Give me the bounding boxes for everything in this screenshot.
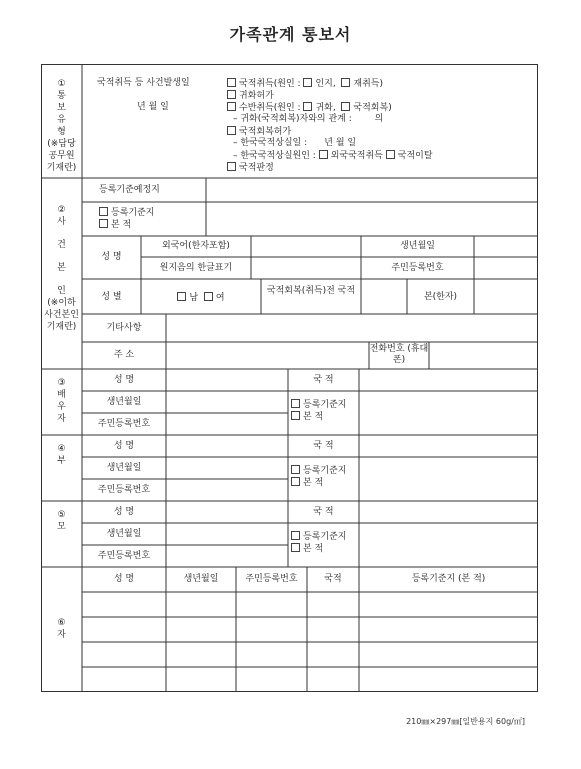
label-line: ②: [57, 205, 66, 215]
label-line: [41, 251, 82, 262]
sex-options[interactable]: 남 여: [141, 292, 261, 304]
sec6-label: [41, 617, 82, 641]
label-line: 자: [57, 630, 66, 640]
checkbox[interactable]: [177, 292, 186, 301]
checkbox[interactable]: [303, 78, 312, 87]
sec4-label: [41, 443, 82, 467]
child-col-name: 성 명: [113, 574, 135, 584]
reg-opt-2[interactable]: 본 적: [291, 477, 346, 489]
reg-planned-label: 등록기준예정지: [99, 185, 160, 195]
label-line: 형: [57, 127, 66, 137]
checkbox[interactable]: [291, 411, 300, 420]
sec4-birth-label: 생년월일: [106, 463, 142, 473]
sec3-name-label: 성 명: [113, 375, 135, 385]
label-line: ③: [57, 378, 66, 388]
checkbox[interactable]: [291, 531, 300, 540]
label-line: 건: [57, 240, 66, 250]
birth-label: 생년월일: [400, 241, 435, 251]
paper-spec: 210㎜×297㎜[일반용지 60g/㎡]: [406, 717, 525, 726]
address-label: 주 소: [113, 350, 135, 360]
checkbox[interactable]: [291, 543, 300, 552]
loss-cause-line: – 한국국적상실원인 : 외국국적취득 국적이탈: [233, 151, 433, 161]
checkbox[interactable]: [291, 399, 300, 408]
loss-date-line: – 한국국적상실일 : 년 월 일: [233, 138, 357, 148]
child-col-registration: 등록기준지 (본 적): [411, 574, 486, 584]
pre-nationality-label: 국적회복(취득)전 국적: [266, 286, 356, 296]
sec3-rrn-label: 주민등록번호: [97, 419, 151, 429]
label-line: 모: [57, 522, 66, 532]
child-col-birth: 생년월일: [183, 574, 219, 584]
reg-opt-2[interactable]: 본 적: [291, 543, 346, 555]
sec4-rrn-label: 주민등록번호: [97, 485, 151, 495]
label-line: ①: [57, 79, 66, 89]
form-title: 가족관계 통보서: [229, 25, 352, 44]
checkbox[interactable]: [341, 78, 350, 87]
sec3-reg-options[interactable]: [291, 399, 346, 423]
sec5-rrn-label: 주민등록번호: [97, 551, 151, 561]
label-line: 인: [57, 286, 66, 296]
label-line: 기재란): [46, 163, 77, 173]
event-date-label: 국적취득 등 사건발생일: [97, 78, 190, 88]
label-line: (※이하: [47, 298, 76, 308]
checkbox[interactable]: [227, 162, 236, 171]
reg-opt-2[interactable]: 본 적: [291, 411, 346, 423]
sec5-birth-label: 생년월일: [106, 529, 142, 539]
checkbox[interactable]: [227, 90, 236, 99]
label-line: [41, 274, 82, 285]
label-line: [41, 228, 82, 239]
label-line: 우: [57, 402, 66, 412]
reg-opt-2[interactable]: 본 적: [99, 219, 131, 231]
notification-form: [41, 64, 538, 692]
label-line: 사: [57, 217, 66, 227]
option-accompanying[interactable]: 수반취득(원인 : 귀화, 국적회복): [227, 102, 392, 114]
checkbox[interactable]: [227, 126, 236, 135]
reg-opt-1[interactable]: 등록기준지: [291, 465, 346, 477]
label-line: 배: [57, 390, 66, 400]
sec5-reg-options[interactable]: [291, 531, 346, 555]
sec3-label: [41, 377, 82, 425]
checkbox[interactable]: [386, 150, 395, 159]
sec3-nationality-label: 국 적: [313, 375, 334, 385]
label-line: ④: [57, 444, 66, 454]
label-line: 공무원: [48, 151, 75, 161]
child-col-nationality: 국적: [324, 574, 342, 584]
sec4-reg-options[interactable]: [291, 465, 346, 489]
reg-opt-1[interactable]: 등록기준지: [291, 399, 346, 411]
label-line: 유: [57, 115, 66, 125]
checkbox[interactable]: [291, 477, 300, 486]
label-line: 보: [57, 103, 66, 113]
relation-line: – 귀화(국적회복)자와의 관계 : 의: [233, 114, 384, 124]
foreign-name-label: 외국어(한자포함): [162, 241, 230, 251]
name-label: 성 명: [101, 252, 122, 262]
checkbox[interactable]: [341, 102, 350, 111]
option-nationality-acquire[interactable]: 국적취득(원인 : 인지, 재취득): [227, 78, 383, 90]
option-naturalization[interactable]: 귀화허가: [227, 90, 274, 102]
checkbox[interactable]: [227, 102, 236, 111]
checkbox[interactable]: [227, 78, 236, 87]
event-date-value: 년 월 일: [137, 102, 169, 112]
label-line: 부: [57, 456, 66, 466]
checkbox[interactable]: [99, 207, 108, 216]
label-line: (※담당: [47, 139, 76, 149]
checkbox[interactable]: [319, 150, 328, 159]
sec3-birth-label: 생년월일: [106, 397, 142, 407]
checkbox[interactable]: [303, 102, 312, 111]
rrn-label: 주민등록번호: [391, 263, 444, 273]
bon-label: 본(한자): [423, 292, 458, 302]
label-line: 본: [57, 263, 66, 273]
checkbox[interactable]: [291, 465, 300, 474]
label-line: 자: [57, 414, 66, 424]
checkbox[interactable]: [99, 219, 108, 228]
sec5-label: [41, 509, 82, 533]
label-line: ⑥: [57, 618, 66, 628]
sec4-nationality-label: 국 적: [313, 441, 334, 451]
option-restoration[interactable]: 국적회복허가: [227, 126, 291, 138]
sec5-nationality-label: 국 적: [313, 507, 334, 517]
phone-label: 전화번호 (휴대폰): [369, 344, 429, 365]
sec1-label: [41, 78, 82, 174]
original-name-label: 원지음의 한글표기: [159, 263, 233, 273]
etc-label: 기타사항: [106, 323, 142, 333]
reg-opt-1[interactable]: 등록기준지: [291, 531, 346, 543]
sec2-label: [41, 204, 82, 333]
reg-opt-1[interactable]: 등록기준지: [99, 207, 154, 219]
label-line: 사건본인: [44, 310, 79, 320]
label-line: ⑤: [57, 510, 66, 520]
child-col-rrn: 주민등록번호: [245, 574, 298, 584]
sex-label: 성 별: [101, 292, 122, 302]
sec5-name-label: 성 명: [113, 507, 135, 517]
label-line: 통: [57, 91, 66, 101]
sec4-name-label: 성 명: [113, 441, 135, 451]
option-determination[interactable]: 국적판정: [227, 162, 274, 174]
label-line: 기재란): [46, 322, 77, 332]
checkbox[interactable]: [204, 292, 213, 301]
